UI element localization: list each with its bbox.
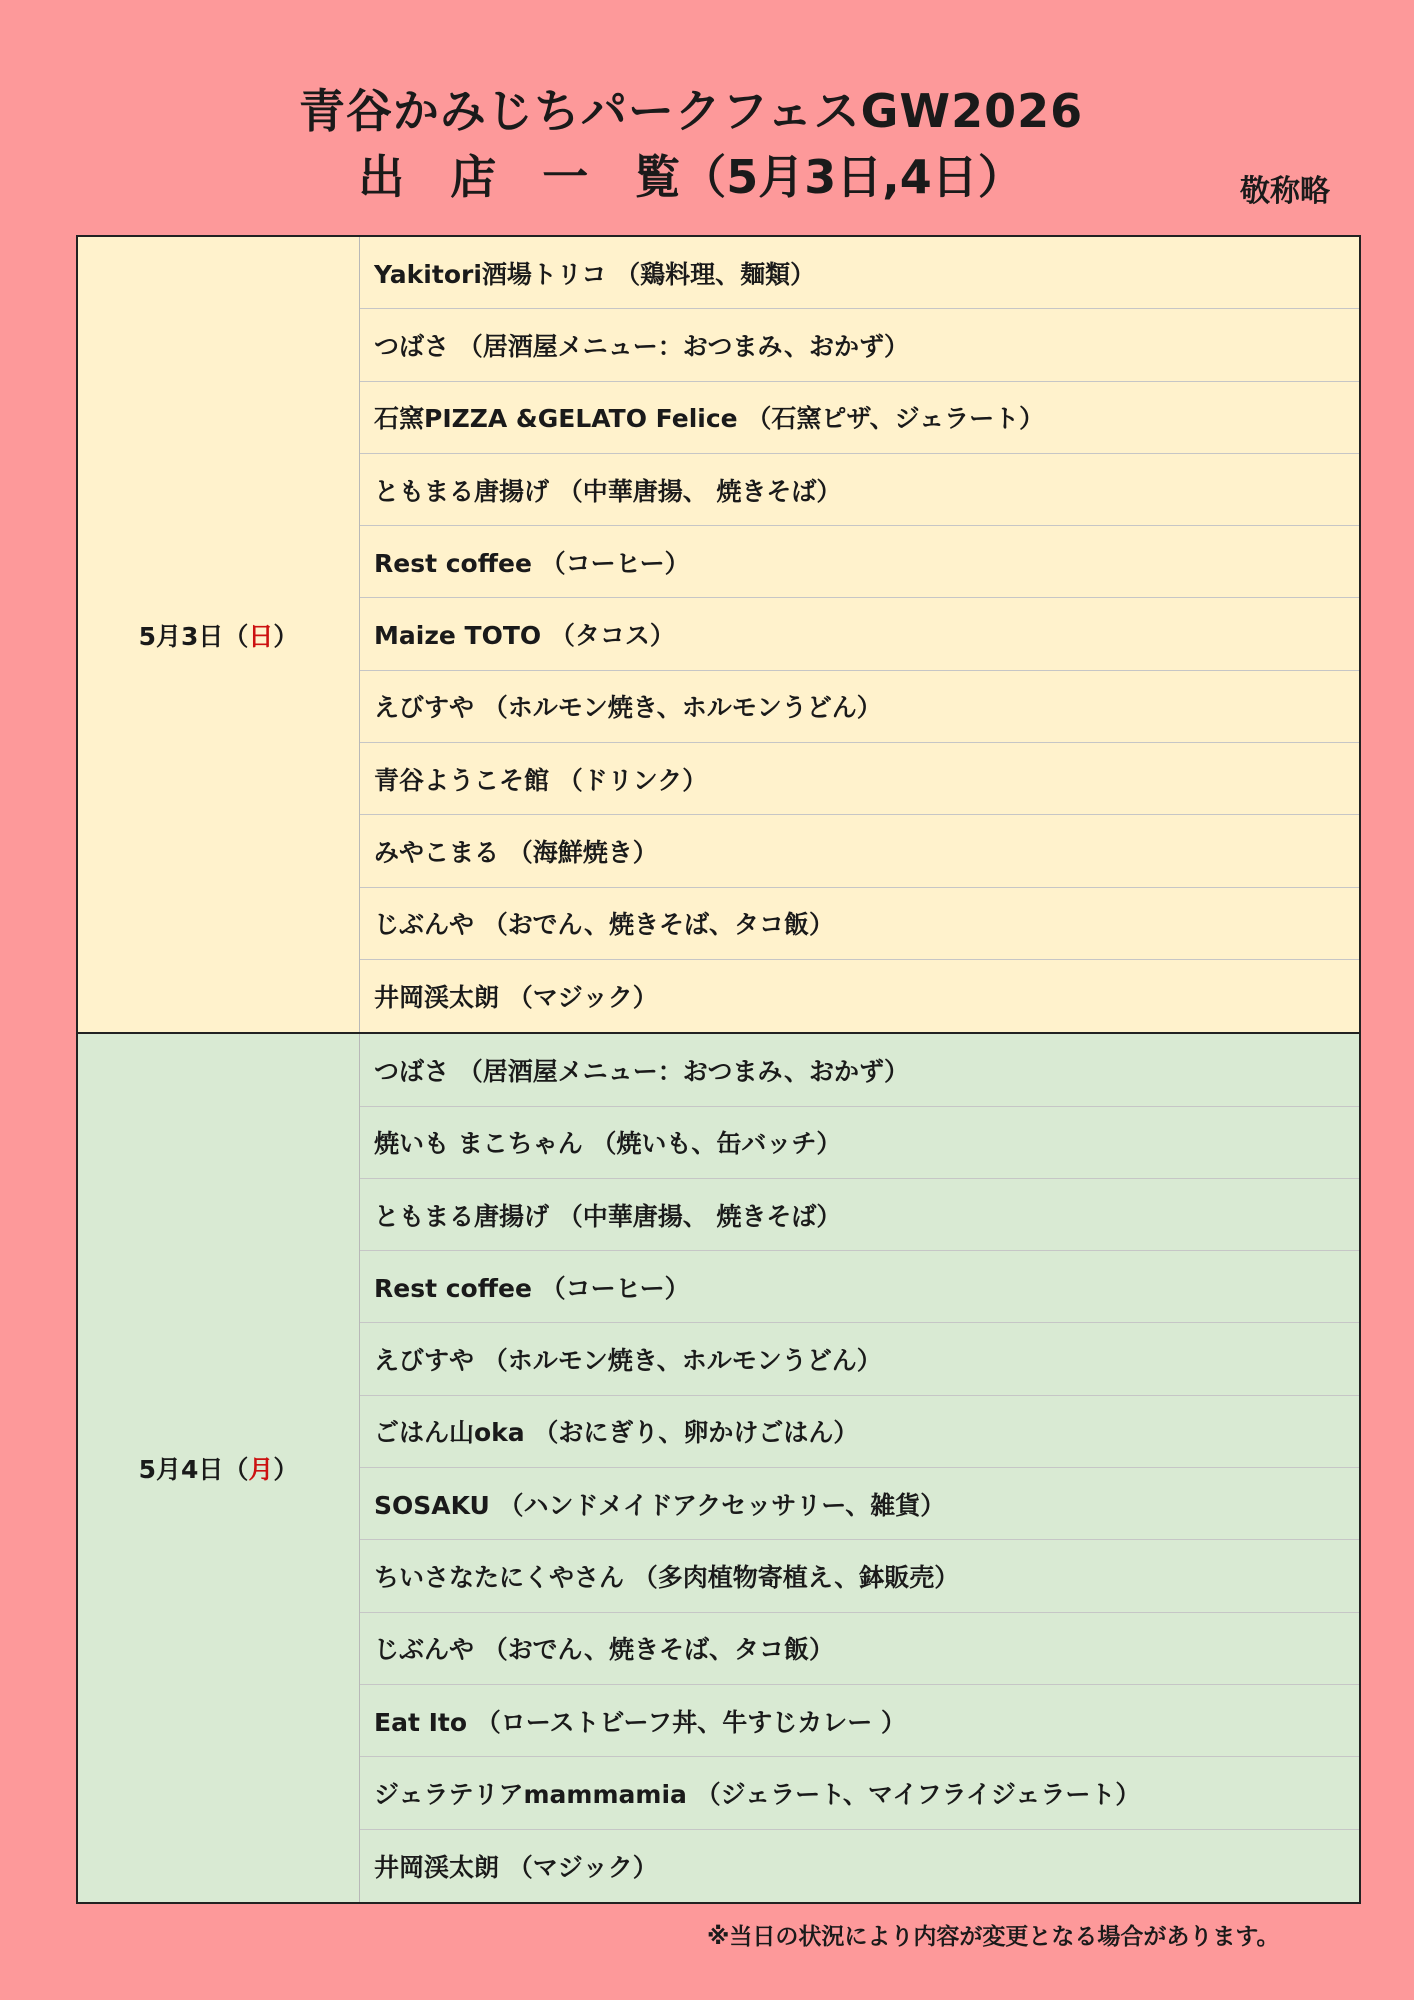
vendor-list-may3 [360, 237, 1359, 1032]
day-group-may4 [78, 1032, 1359, 1902]
date-prefix: 5月3日（ [138, 621, 249, 651]
date-suffix: ） [273, 621, 299, 651]
vendor-list-may4 [360, 1034, 1359, 1902]
honorific-note: 敬称略 [1240, 174, 1330, 209]
vendor-row: 井岡渓太朗 （マジック） [374, 1852, 658, 1882]
vendor-row: Eat Ito （ローストビーフ丼、牛すじカレー ） [360, 1685, 1359, 1757]
weekday-label: 日 [248, 621, 274, 651]
vendor-row: ちいさなたにくやさん （多肉植物寄植え、鉢販売） [360, 1540, 1359, 1612]
vendor-row: じぶんや （おでん、焼きそば、タコ飯） [360, 888, 1359, 960]
vendor-row: ジェラテリアmammamia （ジェラート、マイフライジェラート） [360, 1757, 1359, 1829]
vendor-row: つばさ （居酒屋メニュー：おつまみ、おかず） [360, 1034, 1359, 1106]
vendor-row: えびすや （ホルモン焼き、ホルモンうどん） [360, 671, 1359, 743]
vendor-row: えびすや （ホルモン焼き、ホルモンうどん） [360, 1323, 1359, 1395]
page-title [0, 78, 1414, 210]
vendor-row: Yakitori酒場トリコ （鶏料理、麺類） [360, 237, 1359, 309]
listing-subtitle: 出 店 一 覧（5月3日,4日） [358, 150, 1024, 204]
date-suffix: ） [273, 1455, 299, 1485]
day-group-may3 [78, 237, 1359, 1032]
vendor-row: 青谷ようこそ館 （ドリンク） [360, 743, 1359, 815]
day-label-may3 [78, 237, 360, 1032]
vendor-row: 焼いも まこちゃん （焼いも、缶バッチ） [360, 1107, 1359, 1179]
vendor-row: Rest coffee （コーヒー） [360, 1251, 1359, 1323]
vendor-row: つばさ （居酒屋メニュー：おつまみ、おかず） [360, 309, 1359, 381]
vendor-table [76, 235, 1361, 1904]
vendor-row: Rest coffee （コーヒー） [360, 526, 1359, 598]
vendor-row: 石窯PIZZA &GELATO Felice （石窯ピザ、ジェラート） [360, 382, 1359, 454]
vendor-row: ごはん山oka （おにぎり、卵かけごはん） [360, 1396, 1359, 1468]
event-title: 青谷かみじちパークフェスGW2026 [298, 84, 1084, 138]
vendor-row: SOSAKU （ハンドメイドアクセッサリー、雑貨） [360, 1468, 1359, 1540]
change-notice: ※当日の状況により内容が変更となる場合があります。 [707, 1924, 1280, 1950]
date-prefix: 5月4日（ [138, 1455, 249, 1485]
vendor-row: みやこまる （海鮮焼き） [360, 815, 1359, 887]
day-label-may4 [78, 1034, 360, 1902]
weekday-label: 月 [248, 1455, 274, 1485]
vendor-row: ともまる唐揚げ （中華唐揚、 焼きそば） [360, 1179, 1359, 1251]
vendor-row: ともまる唐揚げ （中華唐揚、 焼きそば） [360, 454, 1359, 526]
vendor-row: 井岡渓太朗 （マジック） [374, 983, 658, 1013]
vendor-row: じぶんや （おでん、焼きそば、タコ飯） [360, 1613, 1359, 1685]
vendor-row: Maize TOTO （タコス） [360, 598, 1359, 670]
